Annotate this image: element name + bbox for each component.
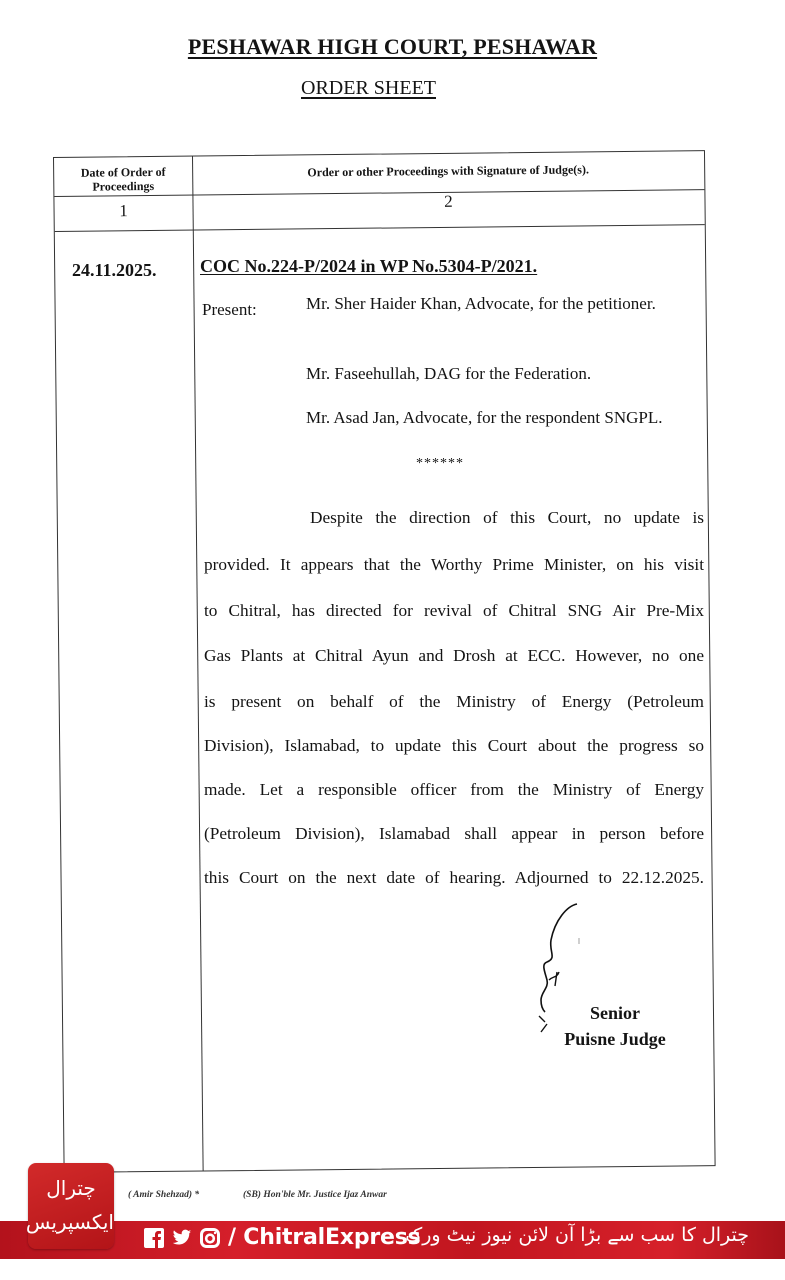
column-header-order: Order or other Proceedings with Signature of Judge(s). — [307, 162, 589, 180]
chitral-express-logo — [25, 1163, 114, 1249]
urdu-tagline: چترال کا سب سے بڑا آن لائن نیوز نیٹ ورک — [405, 1224, 749, 1246]
column-number-1: 1 — [119, 201, 128, 221]
signatory-designation — [540, 1000, 690, 1052]
logo-text-line1: چترال — [46, 1176, 96, 1200]
column-header-date-line1: Date of Order of — [80, 164, 166, 180]
column-number-2: 2 — [444, 191, 453, 211]
number-row-divider — [55, 224, 705, 232]
attendee-dag: Mr. Faseehullah, DAG for the Federation. — [306, 364, 592, 383]
body-line: to Chitral, has directed for revival of Chitral SNG Air Pre-Mix — [204, 601, 704, 620]
signatory-line1: Senior — [589, 1003, 640, 1023]
document-type: ORDER SHEET — [301, 77, 436, 99]
body-line: Gas Plants at Chitral Ayun and Drosh at ECC. However, no one — [204, 646, 704, 665]
body-line: Despite the direction of this Court, no update is — [310, 508, 704, 527]
body-line: Division), Islamabad, to update this Court about the progress so — [204, 736, 704, 755]
facebook-icon — [144, 1228, 164, 1248]
separator-stars: ****** — [416, 456, 464, 471]
bench-note: (SB) Hon'ble Mr. Justice Ijaz Anwar — [243, 1190, 387, 1200]
present-label: Present: — [202, 300, 257, 319]
order-date: 24.11.2025. — [72, 260, 157, 280]
attendee-petitioner-counsel: Mr. Sher Haider Khan, Advocate, for the petitioner. — [306, 294, 656, 313]
attendee-respondent-counsel: Mr. Asad Jan, Advocate, for the respondent SNGPL. — [306, 408, 663, 427]
case-title: COC No.224-P/2024 in WP No.5304-P/2021. — [200, 256, 538, 276]
twitter-icon — [172, 1228, 192, 1248]
signatory-line2: Puisne Judge — [564, 1029, 666, 1049]
body-line: (Petroleum Division), Islamabad shall appear in person before — [204, 824, 704, 843]
body-line: is present on behalf of the Ministry of Energy (Petroleum — [204, 692, 704, 711]
body-line: made. Let a responsible officer from the Ministry of Energy — [204, 780, 704, 799]
brand-handle: / ChitralExpress — [228, 1225, 421, 1250]
logo-text-line2: ایکسپریس — [25, 1210, 114, 1234]
social-handles — [144, 1225, 421, 1250]
instagram-icon — [200, 1228, 220, 1248]
body-line: this Court on the next date of hearing. Adjourned to 22.12.2025. — [204, 868, 704, 887]
clerk-note: ( Amir Shehzad) * — [128, 1190, 200, 1200]
column-header-date — [54, 165, 192, 194]
column-header-date-line2: Proceedings — [92, 178, 155, 194]
body-line: provided. It appears that the Worthy Prime Minister, on his visit — [204, 555, 704, 574]
court-name: PESHAWAR HIGH COURT, PESHAWAR — [187, 34, 598, 59]
